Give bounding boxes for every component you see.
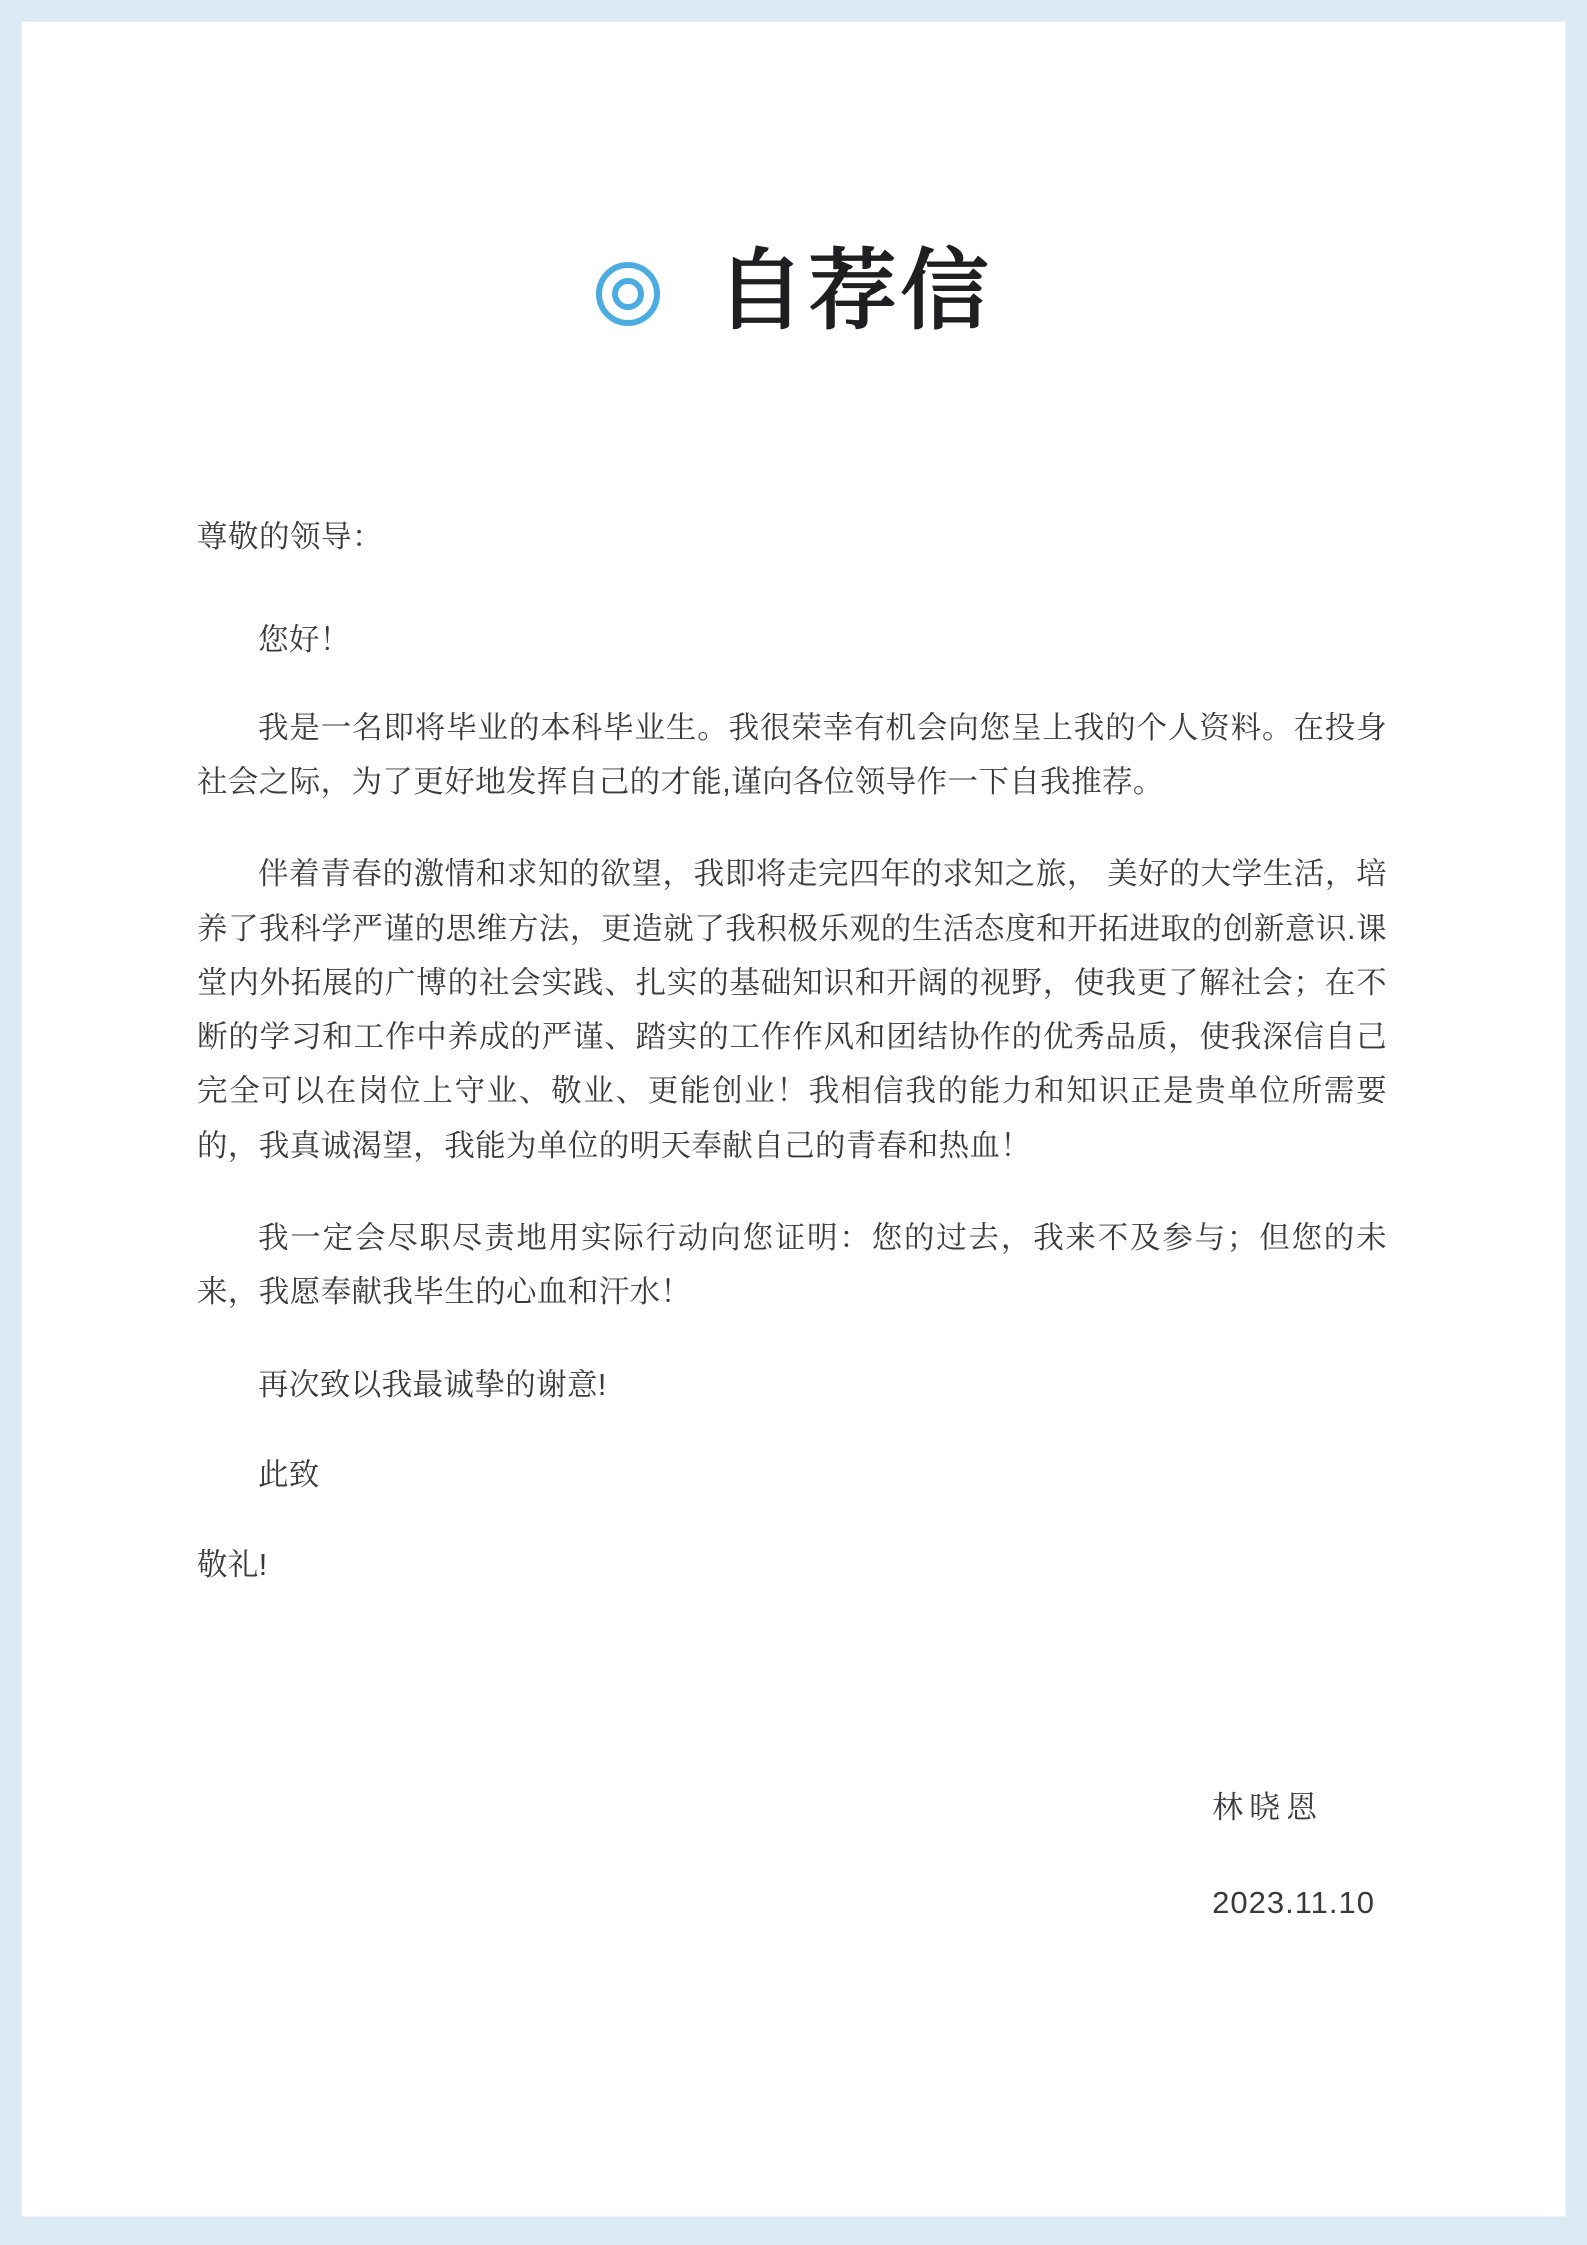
signature-date: 2023.11.10: [1212, 1885, 1375, 1920]
signature-block: [1212, 1792, 1375, 1918]
salutation: 尊敬的领导：: [197, 520, 383, 554]
closing-line-1: 此致: [258, 1457, 320, 1492]
paragraph-3: 我一定会尽职尽责地用实际行动向您证明：您的过去，我来不及参与；但您的未来，我愿奉献我毕生的心血和汗水！: [197, 1221, 1387, 1310]
greeting: 您好！: [258, 622, 351, 657]
signature-name: 林晓恩: [1212, 1790, 1324, 1825]
paragraph-2: 伴着青春的激情和求知的欲望，我即将走完四年的求知之旅， 美好的大学生活，培养了我科学严谨的思维方法，更造就了我积极乐观的生活态度和开拓进取的创新意识.课堂内外拓展的广博的社会实践、扎实的基础知识和开阔的视野，使我更了解社会；在不断的学习和工作中养成的严谨、踏实的工作作风和团结协作的优秀品质，使我深信自己完全可以在岗位上守业、敬业、更能创业！我相信我的能力和知识正是贵单位所需要的，我真诚渴望，我能为单位的明天奉献自己的青春和热血！: [197, 857, 1387, 1163]
page-title: 自荐信: [716, 239, 993, 342]
document-content: [22, 22, 1565, 2216]
thanks-line: 再次致以我最诚挚的谢意!: [258, 1367, 607, 1402]
document-page: [22, 22, 1565, 2216]
document-header: [22, 239, 1565, 342]
closing-line-2: 敬礼!: [197, 1548, 268, 1583]
letter-body: [197, 522, 1387, 1628]
paragraph-1: 我是一名即将毕业的本科毕业生。我很荣幸有机会向您呈上我的个人资料。在投身社会之际，为了更好地发挥自己的才能,谨向各位领导作一下自我推荐。: [197, 710, 1387, 800]
target-circles-icon: [594, 260, 662, 328]
